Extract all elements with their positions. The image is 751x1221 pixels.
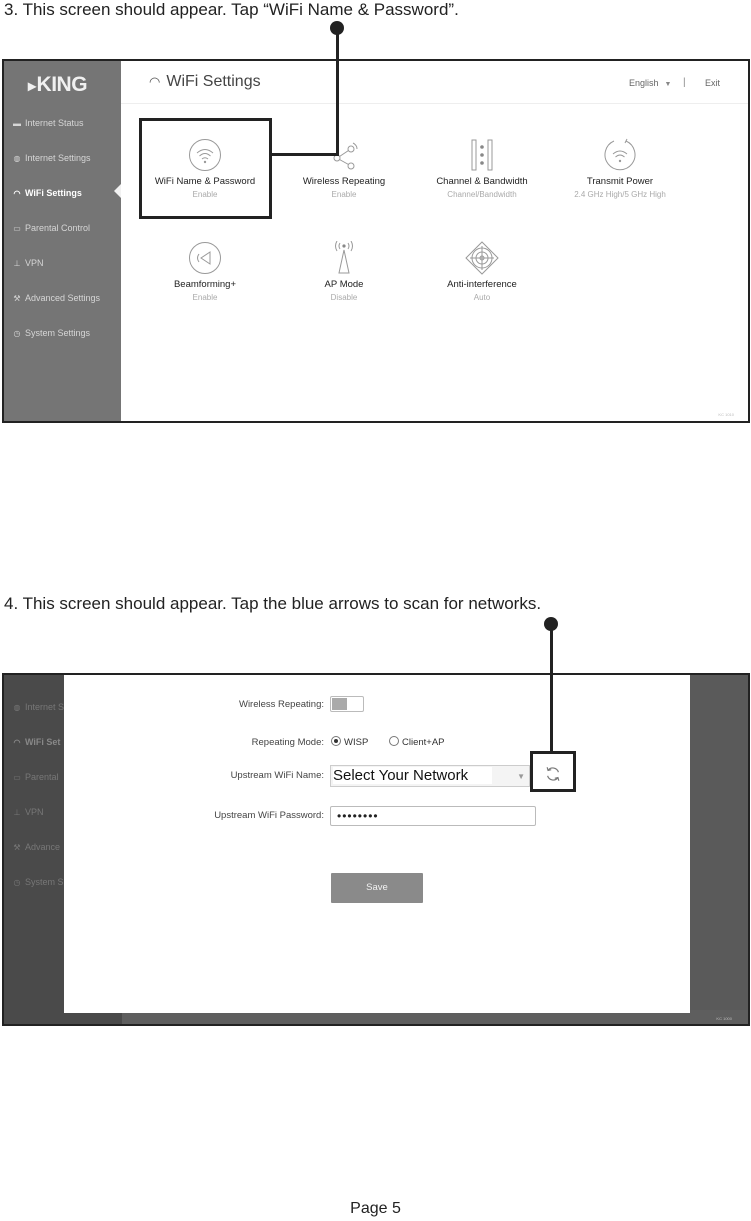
sidebar-item-advanced-settings xyxy=(12,842,60,852)
tile-status: Enable xyxy=(192,190,218,199)
wrench-icon: ⚒ xyxy=(13,843,21,852)
sidebar-item-vpn xyxy=(12,807,44,817)
logo-text: KING xyxy=(36,73,88,96)
highlight-box-refresh xyxy=(530,751,576,792)
sidebar-item-label: Internet Status xyxy=(25,118,84,128)
tile-label: Wireless Repeating xyxy=(302,176,386,187)
repeating-mode-label: Repeating Mode: xyxy=(251,737,324,748)
sidebar-item-system-settings xyxy=(12,877,64,887)
tile-ap-mode[interactable] xyxy=(274,241,414,302)
tile-status: Channel/Bandwidth xyxy=(447,190,517,199)
tile-status: Enable xyxy=(331,190,357,199)
save-button[interactable]: Save xyxy=(331,873,423,903)
password-value: •••••••• xyxy=(337,809,379,823)
model-tag: KC 1010 xyxy=(718,412,734,417)
sidebar-item-vpn[interactable] xyxy=(12,258,44,268)
header xyxy=(121,61,748,103)
sidebar-item-label: Advanced Settings xyxy=(25,293,101,303)
mode-wisp-radio[interactable] xyxy=(331,736,368,748)
page-title xyxy=(149,73,261,91)
sidebar-item-label: Parental Control xyxy=(25,223,91,233)
sidebar-item-label: Parental xyxy=(25,772,59,782)
vpn-icon: ⊥ xyxy=(13,259,21,268)
globe-icon: ◍ xyxy=(13,154,21,163)
header-separator: | xyxy=(683,77,686,88)
sidebar-item-label: VPN xyxy=(25,258,44,268)
upstream-wifi-name-select[interactable] xyxy=(330,765,530,787)
parental-icon: ▭ xyxy=(13,224,21,233)
ap-antenna-icon xyxy=(327,241,361,275)
sidebar-item-advanced-settings[interactable] xyxy=(12,293,100,303)
wireless-repeating-dialog xyxy=(64,675,690,1013)
wireless-repeating-toggle[interactable] xyxy=(330,696,364,712)
wrench-icon: ⚒ xyxy=(13,294,21,303)
upstream-wifi-password-field[interactable] xyxy=(330,806,536,826)
tile-label: Beamforming+ xyxy=(173,279,237,290)
wifi-icon: ◠ xyxy=(13,189,21,198)
step4-instruction: 4. This screen should appear. Tap the blue arrows to scan for networks. xyxy=(4,594,542,613)
exit-link[interactable]: Exit xyxy=(705,78,721,88)
callout-dot xyxy=(544,617,558,631)
tile-transmit-power[interactable] xyxy=(550,138,690,199)
sidebar-item-label: WiFi Settings xyxy=(25,188,82,198)
transmit-power-icon xyxy=(603,138,637,172)
sidebar-item-label: VPN xyxy=(25,807,44,817)
tile-status: 2.4 GHz High/5 GHz High xyxy=(574,190,666,199)
sidebar-item-wifi-settings xyxy=(12,737,60,747)
sidebar-item-label: Internet Settings xyxy=(25,153,91,163)
tile-beamforming[interactable] xyxy=(135,241,275,302)
radio-selected-icon xyxy=(331,736,341,746)
vpn-icon: ⊥ xyxy=(13,808,21,817)
page-number: Page 5 xyxy=(350,1200,401,1217)
tile-label: Channel & Bandwidth xyxy=(436,176,528,187)
sidebar-item-label: System S xyxy=(25,877,64,887)
language-select[interactable] xyxy=(629,78,671,88)
sidebar xyxy=(4,61,121,421)
background-dimmed xyxy=(688,675,748,1024)
radio-unselected-icon xyxy=(389,736,399,746)
mode-client-ap-radio[interactable] xyxy=(389,736,445,748)
tile-wireless-repeating[interactable] xyxy=(274,138,414,199)
parental-icon: ▭ xyxy=(13,773,21,782)
clock-icon: ◷ xyxy=(13,329,21,338)
tile-status: Auto xyxy=(473,293,491,302)
chevron-down-icon: ▼ xyxy=(517,772,525,781)
sidebar-item-label: Internet S xyxy=(25,702,65,712)
channel-icon xyxy=(465,138,499,172)
tile-label: Transmit Power xyxy=(586,176,654,187)
sidebar-item-parental-control xyxy=(12,772,59,782)
status-icon: ◍ xyxy=(13,703,21,712)
radio-label: Client+AP xyxy=(402,737,445,748)
callout-line xyxy=(550,624,553,752)
select-value: Select Your Network xyxy=(333,767,492,784)
clock-icon: ◷ xyxy=(13,878,21,887)
language-label: English xyxy=(629,78,659,88)
upstream-wifi-password-label: Upstream WiFi Password: xyxy=(214,810,324,821)
sidebar-item-parental-control[interactable] xyxy=(12,223,90,233)
tile-label: AP Mode xyxy=(324,279,364,290)
king-logo xyxy=(28,73,87,97)
sidebar-item-wifi-settings[interactable] xyxy=(12,188,82,198)
logo-arrow-icon: ▸ xyxy=(28,78,36,95)
wireless-repeating-label: Wireless Repeating: xyxy=(238,699,324,710)
callout-line xyxy=(336,28,339,156)
sidebar-item-label: Advance xyxy=(25,842,61,852)
callout-line xyxy=(270,153,339,156)
wifi-icon: ◠ xyxy=(149,74,161,89)
wifi-icon: ◠ xyxy=(13,738,21,747)
anti-interference-icon xyxy=(465,241,499,275)
sidebar-item-label: WiFi Set xyxy=(25,737,61,747)
toggle-knob xyxy=(332,698,347,710)
tile-status: Enable xyxy=(192,293,218,302)
chevron-down-icon: ▼ xyxy=(664,81,672,88)
model-tag: KC 1000 xyxy=(716,1016,732,1021)
sidebar-item-label: System Settings xyxy=(25,328,91,338)
page-title-text: WiFi Settings xyxy=(166,73,261,90)
tile-anti-interference[interactable] xyxy=(412,241,552,302)
tile-label: Anti-interference xyxy=(447,279,517,290)
status-icon: ▬ xyxy=(13,119,21,128)
tile-status: Disable xyxy=(330,293,358,302)
sidebar-item-internet-status xyxy=(12,702,64,712)
sidebar-item-internet-status[interactable] xyxy=(12,118,84,128)
tile-label: WiFi Name & Password xyxy=(154,176,256,187)
highlight-box-wifi-name xyxy=(139,118,272,219)
beamforming-icon xyxy=(188,241,222,275)
tile-channel-bandwidth[interactable] xyxy=(412,138,552,199)
upstream-wifi-name-label: Upstream WiFi Name: xyxy=(230,770,324,781)
sidebar-item-internet-settings[interactable] xyxy=(12,153,91,163)
wifi-settings-screen xyxy=(2,59,750,423)
radio-label: WISP xyxy=(344,737,369,748)
callout-dot xyxy=(330,21,344,35)
step3-instruction: 3. This screen should appear. Tap “WiFi Name & Password”. xyxy=(4,0,459,19)
wireless-repeating-screen xyxy=(2,673,750,1026)
sidebar-item-system-settings[interactable] xyxy=(12,328,90,338)
